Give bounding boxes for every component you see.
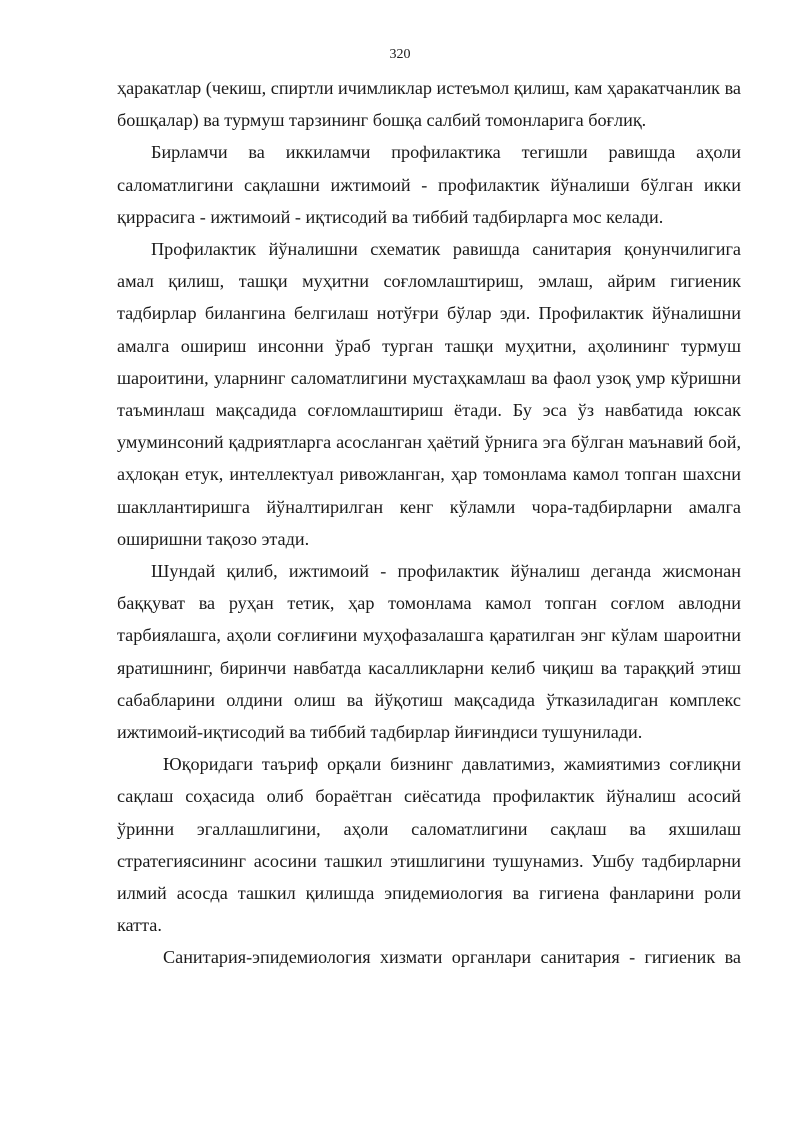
paragraph-continuation: ҳаракатлар (чекиш, спиртли ичимликлар истеъмол қилиш, кам ҳаракатчанлик ва бошқалар) ва турмуш тарзининг бошқа салбий томонларига боғлиқ. (117, 78, 741, 131)
paragraph-prevention-types: Бирламчи ва иккиламчи профилактика тегишли равишда аҳоли саломатлигини сақлашни ижтимоий - профилактик йўналиши бўлган икки қиррасига - ижтимоий - иқтисодий ва тиббий тадбирларга мос келади. (117, 142, 741, 227)
document-body (117, 72, 741, 974)
paragraph-social-prevention: Шундай қилиб, ижтимоий - профилактик йўналиш деганда жисмонан баққуват ва руҳан тетик, ҳар томонлама камол топган соғлом авлодни тарбиялашга, аҳоли соғлиғини муҳофазалашга қаратилган энг кўлам шароитни яратишнинг, биринчи навбатда касалликларни келиб чиқиш ва тараққий этиш сабабларини олдини олиш ва йўқотиш мақсадида ўтказиладиган комплекс ижтимоий-иқтисодий ва тиббий тадбирлар йиғиндиси тушунилади. (117, 561, 741, 743)
paragraph-definition: Юқоридаги таъриф орқали бизнинг давлатимиз, жамиятимиз соғлиқни сақлаш соҳасида олиб бораётган сиёсатида профилактик йўналиш асосий ўринни эгаллашлигини, аҳоли саломатлигини сақлаш ва яхшилаш стратегиясининг асосини ташкил этишлигини тушунамиз. Ушбу тадбирларни илмий асосда ташкил қилишда эпидемиология ва гигиена фанларини роли катта. (117, 754, 741, 936)
paragraph-prevention-direction: Профилактик йўналишни схематик равишда санитария қонунчилигига амал қилиш, ташқи муҳитни соғломлаштириш, эмлаш, айрим гигиеник тадбирлар билангина белгилаш нотўғри бўлар эди. Профилактик йўналишни амалга ошириш инсонни ўраб турган ташқи муҳитни, аҳолининг турмуш шароитини, уларнинг саломатлигини мустаҳкамлаш ва фаол узоқ умр кўришни таъминлаш мақсадида соғломлаштириш ётади. Бу эса ўз навбатида юксак умуминсоний қадриятларга асосланган ҳаётий ўрнига эга бўлган маънавий бой, аҳлоқан етук, интеллектуал ривожланган, ҳар томонлама камол топган шахсни шакллантиришга йўналтирилган кенг кўламли чора-тадбирларни амалга оширишни тақозо этади. (117, 239, 741, 549)
paragraph-sanitary-service: Санитария-эпидемиология хизмати органлари санитария - гигиеник ва (163, 947, 741, 968)
page-number: 320 (389, 47, 411, 62)
